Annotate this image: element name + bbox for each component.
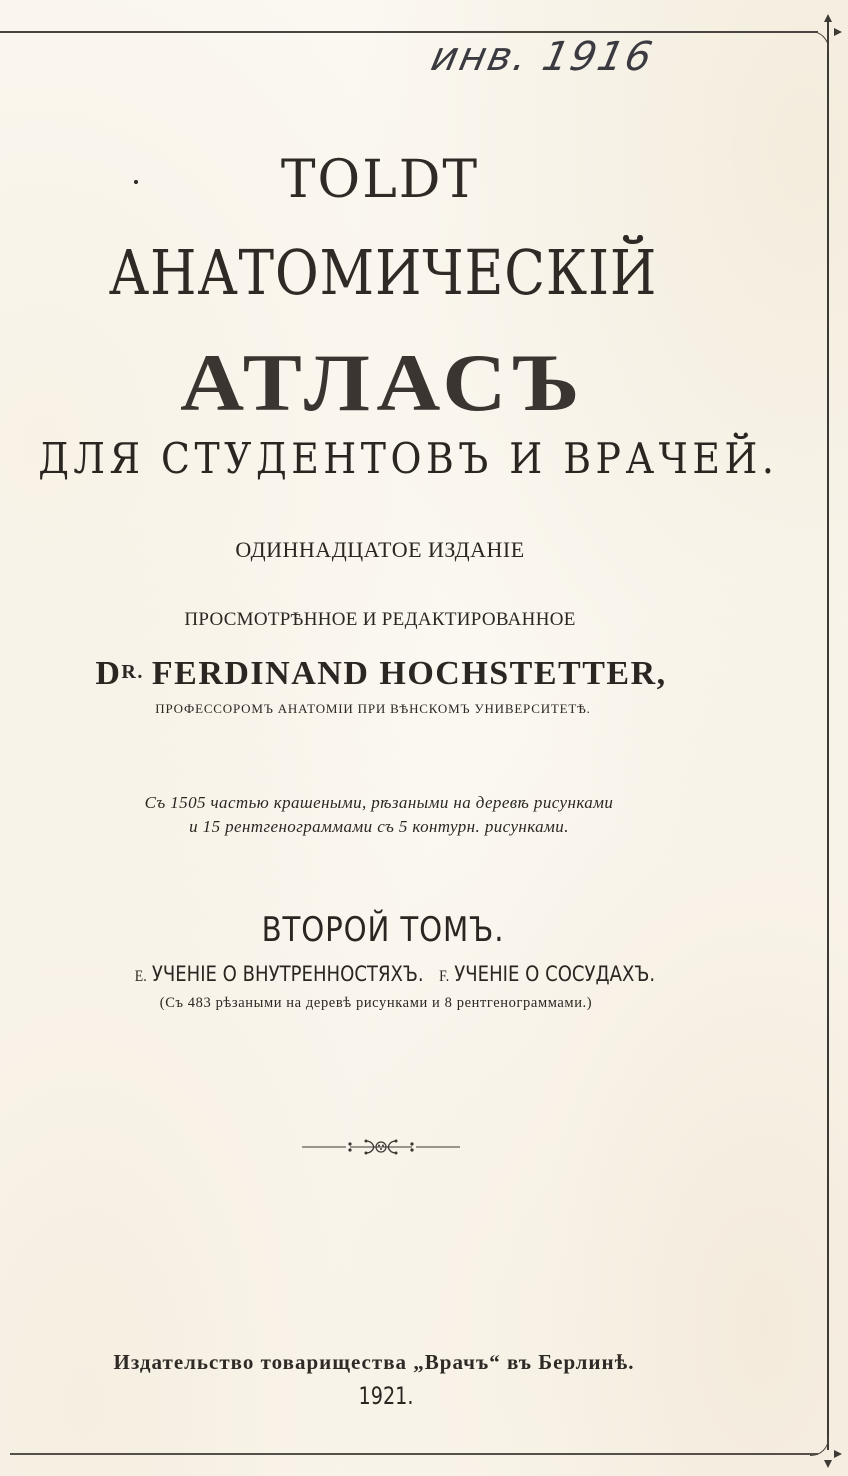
- top-border-rule: [0, 31, 818, 33]
- author-short-name: TOLDT: [280, 150, 480, 210]
- crop-mark-arrow-right-bottom-icon: [834, 1450, 842, 1458]
- illustrations-note-line-1: Съ 1505 частью крашеными, рѣзаными на деревѣ рисунками: [144, 793, 614, 812]
- crop-mark-arrow-down-icon: [824, 1460, 832, 1468]
- publication-year: 1921.: [358, 1382, 414, 1410]
- title-line-anatomical: АНАТОМИЧЕСКІЙ: [108, 236, 658, 309]
- right-border-rule: [827, 20, 829, 1450]
- subtitle: ДЛЯ СТУДЕНТОВЪ И ВРАЧЕЙ.: [38, 434, 779, 483]
- publisher-line: Издательство товарищества „Врачъ“ въ Берлинѣ.: [113, 1350, 635, 1374]
- volume-sections: [55, 962, 734, 986]
- section-e-title: УЧЕНІЕ О ВНУТРЕННОСТЯХЪ.: [151, 962, 424, 986]
- section-f-letter: F.: [439, 968, 450, 985]
- illustrations-note-line-2: и 15 рентгенограммами съ 5 контурн. рисунками.: [189, 817, 569, 836]
- handwritten-inventory-note: инв. 1916: [427, 34, 658, 80]
- section-f-title: УЧЕНІЕ О СОСУДАХЪ.: [454, 962, 656, 986]
- bottom-border-rule: [10, 1453, 818, 1455]
- volume-title: ВТОРОЙ ТОМЪ.: [261, 910, 505, 950]
- volume-illustrations-note: (Съ 483 рѣзаными на деревѣ рисунками и 8 рентгенограммами.): [159, 995, 593, 1011]
- title-line-atlas: АТЛАСЪ: [180, 337, 586, 428]
- crop-mark-arrow-right-icon: [834, 28, 842, 36]
- editor-prefix-sup: R.: [121, 661, 144, 683]
- corner-curve-bottom-icon: [810, 1437, 829, 1456]
- fleuron-divider-icon: [302, 1136, 460, 1156]
- revised-by-label: ПРОСМОТРѢННОЕ И РЕДАКТИРОВАННОЕ: [184, 609, 576, 630]
- editor-name-line: [0, 655, 762, 693]
- editor-affiliation: ПРОФЕССОРОМЪ АНАТОМІИ ПРИ ВѢНСКОМЪ УНИВЕРСИТЕТѢ.: [155, 701, 591, 716]
- section-e-letter: E.: [134, 968, 147, 985]
- editor-name: FERDINAND HOCHSTETTER,: [151, 655, 667, 692]
- crop-mark-arrow-up-icon: [824, 14, 832, 22]
- editor-prefix: D: [95, 655, 122, 692]
- edition-label: ОДИННАДЦАТОЕ ИЗДАНІЕ: [235, 537, 525, 562]
